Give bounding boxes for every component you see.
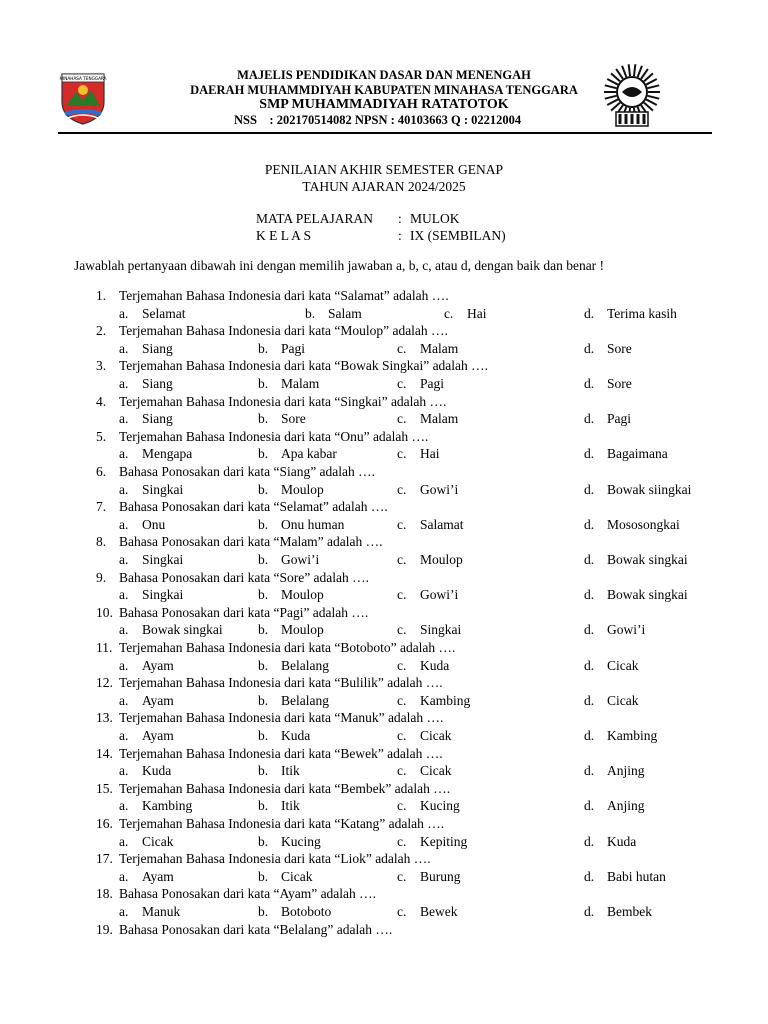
question-text: Terjemahan Bahasa Indonesia dari kata “Singkai” adalah …. [119,393,447,409]
option-letter: c. [397,904,407,919]
option-text: Selamat [142,305,186,321]
question-8-option-d[interactable] [584,552,688,569]
question-15-option-c[interactable] [397,798,460,815]
question-number: 17. [96,851,113,867]
question-8-option-a[interactable] [119,552,183,569]
option-text: Anjing [607,798,645,814]
school-name: SMP MUHAMMADIYAH RATATOTOK [259,97,509,112]
option-letter: b. [258,516,269,532]
option-letter: c. [397,340,407,356]
option-letter: c. [397,587,407,603]
question-18-option-d[interactable] [584,904,652,921]
option-letter: b. [258,376,269,391]
option-text: Apa kabar [281,446,337,462]
letterhead [0,0,768,140]
question-10-option-d[interactable] [584,622,645,639]
question-text: Bahasa Ponosakan dari kata “Ayam” adalah …. [119,886,377,902]
question-9-option-d[interactable] [584,587,688,604]
option-letter: d. [584,305,595,321]
option-letter: c. [397,868,407,884]
option-text: Sore [607,340,632,356]
council-name: MAJELIS PENDIDIKAN DASAR DAN MENENGAH [237,68,531,82]
question-number: 8. [96,534,107,550]
question-18-option-b[interactable] [258,904,331,921]
question-text: Terjemahan Bahasa Indonesia dari kata “Salamat” adalah …. [119,288,449,303]
question-9-option-b[interactable] [258,587,324,604]
question-12-option-b[interactable] [258,693,329,710]
option-text: Singkai [142,587,184,603]
question-16-option-d[interactable] [584,834,636,851]
option-letter: a. [119,340,129,356]
option-text: Ayam [142,657,174,673]
option-letter: c. [397,657,407,673]
exam-title: PENILAIAN AKHIR SEMESTER GENAP [264,162,504,177]
option-text: Gowi’i [607,622,646,638]
option-letter: d. [584,446,595,462]
option-text: Singkai [142,552,184,567]
instruction-text: Jawablah pertanyaan dibawah ini dengan memilih jawaban a, b, c, atau d, dengan baik dan benar ! [74,258,605,273]
option-letter: d. [584,481,595,497]
question-12-option-d[interactable] [584,693,639,710]
crest-text: MINAHASA TENGGARA [59,76,107,81]
option-letter: a. [119,411,129,427]
option-letter: b. [258,587,269,603]
option-text: Kepiting [420,833,468,849]
option-letter: b. [258,798,269,814]
option-letter: a. [119,868,129,884]
option-text: Singkai [142,481,184,497]
option-letter: a. [119,833,129,849]
option-text: Salamat [420,516,464,532]
option-letter: c. [397,763,407,779]
option-text: Moulop [281,622,324,638]
option-text: Mososongkai [607,516,680,532]
question-text: Terjemahan Bahasa Indonesia dari kata “Manuk” adalah …. [119,710,444,726]
question-number: 10. [96,604,113,620]
option-text: Anjing [607,763,645,779]
option-letter: c. [397,552,407,567]
option-letter: a. [119,904,129,919]
class-colon: : [398,228,402,243]
question-17-option-d[interactable] [584,869,666,886]
question-7-option-d[interactable] [584,517,680,534]
option-text: Bagaimana [607,446,668,462]
question-17-option-a[interactable] [119,869,174,886]
question-3-option-d[interactable] [584,376,632,393]
option-text: Siang [142,340,173,356]
option-letter: d. [584,516,595,532]
option-text: Pagi [420,376,445,391]
option-letter: b. [258,552,269,567]
option-letter: c. [397,798,407,814]
option-letter: b. [258,904,269,919]
option-text: Itik [281,763,300,779]
question-6-option-a[interactable] [119,482,183,499]
question-4-option-c[interactable] [397,411,458,428]
question-text: Bahasa Ponosakan dari kata “Belalang” adalah …. [119,921,393,937]
header-divider [58,132,712,134]
option-text: Cicak [420,728,452,743]
question-14-option-d[interactable] [584,763,645,780]
question-1-option-c[interactable] [444,306,487,323]
question-text: Bahasa Ponosakan dari kata “Selamat” adalah …. [119,499,388,515]
question-16-option-b[interactable] [258,834,321,851]
question-14-option-b[interactable] [258,763,300,780]
question-13-option-b[interactable] [258,728,310,745]
option-text: Bewek [420,904,458,919]
question-11-option-d[interactable] [584,658,639,675]
option-letter: a. [119,692,129,708]
option-text: Babi hutan [607,868,666,884]
question-14-option-c[interactable] [397,763,452,780]
question-13-option-c[interactable] [397,728,452,745]
question-number: 11. [96,640,113,655]
option-text: Bowak singkai [607,552,688,567]
option-text: Gowi’i [281,552,320,567]
option-letter: a. [119,516,129,532]
option-text: Belalang [281,657,329,673]
option-letter: b. [305,305,316,321]
option-text: Cicak [607,657,639,673]
question-text: Terjemahan Bahasa Indonesia dari kata “Liok” adalah …. [119,851,431,867]
question-text: Terjemahan Bahasa Indonesia dari kata “Onu” adalah …. [119,428,429,444]
question-11-option-a[interactable] [119,658,174,675]
question-18-option-c[interactable] [397,904,458,921]
question-number: 15. [96,780,113,796]
option-text: Gowi’i [420,587,459,603]
option-text: Salam [328,305,362,321]
exam-year: TAHUN AJARAN 2024/2025 [302,179,466,194]
question-8-option-b[interactable] [258,552,319,569]
option-text: Kuda [281,728,311,743]
question-7-option-c[interactable] [397,517,464,534]
option-letter: d. [584,340,595,356]
question-16-option-a[interactable] [119,834,174,851]
question-10-option-a[interactable] [119,622,223,639]
option-letter: a. [119,657,129,673]
option-letter: c. [397,411,407,427]
question-13-option-d[interactable] [584,728,657,745]
option-text: Singkai [420,622,462,638]
option-text: Kuda [607,833,637,849]
option-text: Burung [420,868,461,884]
question-5-option-b[interactable] [258,446,337,463]
option-text: Bowak singkai [142,622,223,638]
option-letter: d. [584,657,595,673]
question-number: 2. [96,323,107,339]
question-text: Terjemahan Bahasa Indonesia dari kata “Bowak Singkai” adalah …. [119,358,489,374]
option-text: Siang [142,411,173,427]
subject-colon: : [398,211,402,226]
option-text: Botoboto [281,904,332,919]
option-letter: b. [258,340,269,356]
option-letter: d. [584,904,595,919]
question-16-option-c[interactable] [397,834,467,851]
option-letter: c. [397,728,407,743]
question-5-option-d[interactable] [584,446,668,463]
question-number: 12. [96,675,113,691]
question-2-option-c[interactable] [397,341,458,358]
question-8-option-c[interactable] [397,552,463,569]
question-number: 7. [96,499,107,515]
question-10-option-c[interactable] [397,622,461,639]
option-letter: a. [119,728,129,743]
option-text: Bembek [607,904,652,919]
subject-value: MULOK [410,211,460,226]
option-text: Kuda [142,763,172,779]
question-number: 18. [96,886,113,902]
question-number: 6. [96,464,107,479]
option-text: Cicak [607,692,639,708]
question-17-option-b[interactable] [258,869,313,886]
question-5-option-c[interactable] [397,446,440,463]
question-number: 1. [96,288,107,303]
option-letter: a. [119,587,129,603]
question-12-option-c[interactable] [397,693,470,710]
option-text: Sore [281,411,306,427]
option-letter: d. [584,763,595,779]
option-letter: a. [119,481,129,497]
question-number: 13. [96,710,113,726]
question-9-option-c[interactable] [397,587,458,604]
option-letter: b. [258,692,269,708]
option-letter: c. [397,622,407,638]
question-6-option-d[interactable] [584,482,691,499]
question-text: Terjemahan Bahasa Indonesia dari kata “Botoboto” adalah …. [119,640,456,655]
option-text: Onu human [281,516,345,532]
option-text: Pagi [607,411,632,427]
question-2-option-d[interactable] [584,341,632,358]
option-text: Moulop [281,587,324,603]
option-text: Hai [420,446,440,462]
option-letter: d. [584,587,595,603]
option-text: Ayam [142,728,174,743]
option-text: Terima kasih [607,305,677,321]
option-letter: b. [258,868,269,884]
question-number: 3. [96,358,107,374]
question-12-option-a[interactable] [119,693,174,710]
question-5-option-a[interactable] [119,446,192,463]
question-1-option-b[interactable] [305,306,362,323]
option-text: Malam [281,376,320,391]
option-letter: b. [258,833,269,849]
option-letter: b. [258,728,269,743]
option-text: Manuk [142,904,181,919]
option-text: Pagi [281,340,306,356]
question-number: 5. [96,428,107,444]
option-text: Mengapa [142,446,193,462]
option-letter: a. [119,552,129,567]
school-ids: NSS : 202170514082 NPSN : 40103663 Q : 02212004 [234,113,522,127]
question-2-option-b[interactable] [258,341,305,358]
question-17-option-c[interactable] [397,869,461,886]
option-letter: c. [397,833,407,849]
question-18-option-a[interactable] [119,904,180,921]
question-text: Bahasa Ponosakan dari kata “Sore” adalah …. [119,569,370,585]
muhammadiyah-sun-logo [600,62,664,128]
option-text: Siang [142,376,173,391]
question-text: Terjemahan Bahasa Indonesia dari kata “Katang” adalah …. [119,816,445,831]
option-letter: d. [584,692,595,708]
option-text: Kambing [420,692,471,708]
option-text: Kucing [281,833,321,849]
option-text: Moulop [420,552,463,567]
option-letter: d. [584,728,595,743]
option-text: Belalang [281,692,329,708]
question-11-option-c[interactable] [397,658,449,675]
option-text: Cicak [420,763,452,779]
question-15-option-a[interactable] [119,798,192,815]
option-letter: d. [584,798,595,814]
option-letter: d. [584,411,595,427]
option-text: Cicak [281,868,313,884]
region-name: DAERAH MUHAMMDIYAH KABUPATEN MINAHASA TENGGARA [190,83,578,97]
option-letter: a. [119,376,129,391]
question-2-option-a[interactable] [119,341,173,358]
question-text: Terjemahan Bahasa Indonesia dari kata “Bulilik” adalah …. [119,675,443,691]
question-3-option-a[interactable] [119,376,173,393]
question-6-option-c[interactable] [397,482,458,499]
question-3-option-b[interactable] [258,376,319,393]
option-text: Cicak [142,833,174,849]
question-text: Terjemahan Bahasa Indonesia dari kata “Bembek” adalah …. [119,780,451,796]
question-text: Terjemahan Bahasa Indonesia dari kata “Moulop” adalah …. [119,323,448,339]
option-letter: b. [258,622,269,638]
question-4-option-b[interactable] [258,411,306,428]
option-text: Ayam [142,692,174,708]
option-text: Bowak siingkai [607,481,692,497]
question-text: Terjemahan Bahasa Indonesia dari kata “Bewek” adalah …. [119,745,443,761]
question-3-option-c[interactable] [397,376,444,393]
option-letter: b. [258,763,269,779]
question-number: 4. [96,393,107,409]
option-text: Malam [420,411,459,427]
question-13-option-a[interactable] [119,728,174,745]
option-letter: b. [258,481,269,497]
question-4-option-a[interactable] [119,411,173,428]
option-letter: c. [397,376,407,391]
option-letter: c. [397,516,407,532]
option-letter: c. [397,481,407,497]
question-10-option-b[interactable] [258,622,324,639]
question-text: Bahasa Ponosakan dari kata “Pagi” adalah …. [119,604,369,620]
question-15-option-b[interactable] [258,798,300,815]
class-label: K E L A S [256,228,312,243]
question-14-option-a[interactable] [119,763,171,780]
option-letter: b. [258,446,269,462]
option-text: Kucing [420,798,460,814]
option-letter: a. [119,622,129,638]
option-text: Kuda [420,657,450,673]
option-letter: d. [584,622,595,638]
question-6-option-b[interactable] [258,482,324,499]
question-7-option-a[interactable] [119,517,165,534]
option-letter: b. [258,657,269,673]
option-letter: d. [584,552,595,567]
option-letter: b. [258,411,269,427]
option-text: Hai [467,305,487,321]
option-letter: c. [444,305,454,321]
option-letter: d. [584,868,595,884]
option-letter: d. [584,833,595,849]
option-letter: a. [119,798,129,814]
option-text: Onu [142,516,166,532]
option-text: Kambing [142,798,193,814]
question-number: 9. [96,569,107,585]
question-15-option-d[interactable] [584,798,645,815]
option-text: Bowak singkai [607,587,688,603]
question-1-option-a[interactable] [119,306,186,323]
option-text: Malam [420,340,459,356]
question-4-option-d[interactable] [584,411,631,428]
question-number: 14. [96,745,113,761]
question-number: 19. [96,921,113,937]
option-text: Itik [281,798,300,814]
option-text: Moulop [281,481,324,497]
question-11-option-b[interactable] [258,658,329,675]
option-text: Ayam [142,868,174,884]
option-text: Sore [607,376,632,391]
option-letter: a. [119,446,129,462]
question-9-option-a[interactable] [119,587,183,604]
option-letter: c. [397,692,407,708]
option-letter: c. [397,446,407,462]
option-letter: a. [119,763,129,779]
question-1-option-d[interactable] [584,306,677,323]
question-text: Bahasa Ponosakan dari kata “Siang” adalah …. [119,464,376,479]
subject-label: MATA PELAJARAN [256,211,374,226]
question-7-option-b[interactable] [258,517,344,534]
option-letter: d. [584,376,595,391]
class-value: IX (SEMBILAN) [410,228,506,243]
option-text: Gowi’i [420,481,459,497]
question-text: Bahasa Ponosakan dari kata “Malam” adalah …. [119,534,383,550]
option-text: Kambing [607,728,658,743]
option-letter: a. [119,305,129,321]
question-number: 16. [96,816,113,831]
